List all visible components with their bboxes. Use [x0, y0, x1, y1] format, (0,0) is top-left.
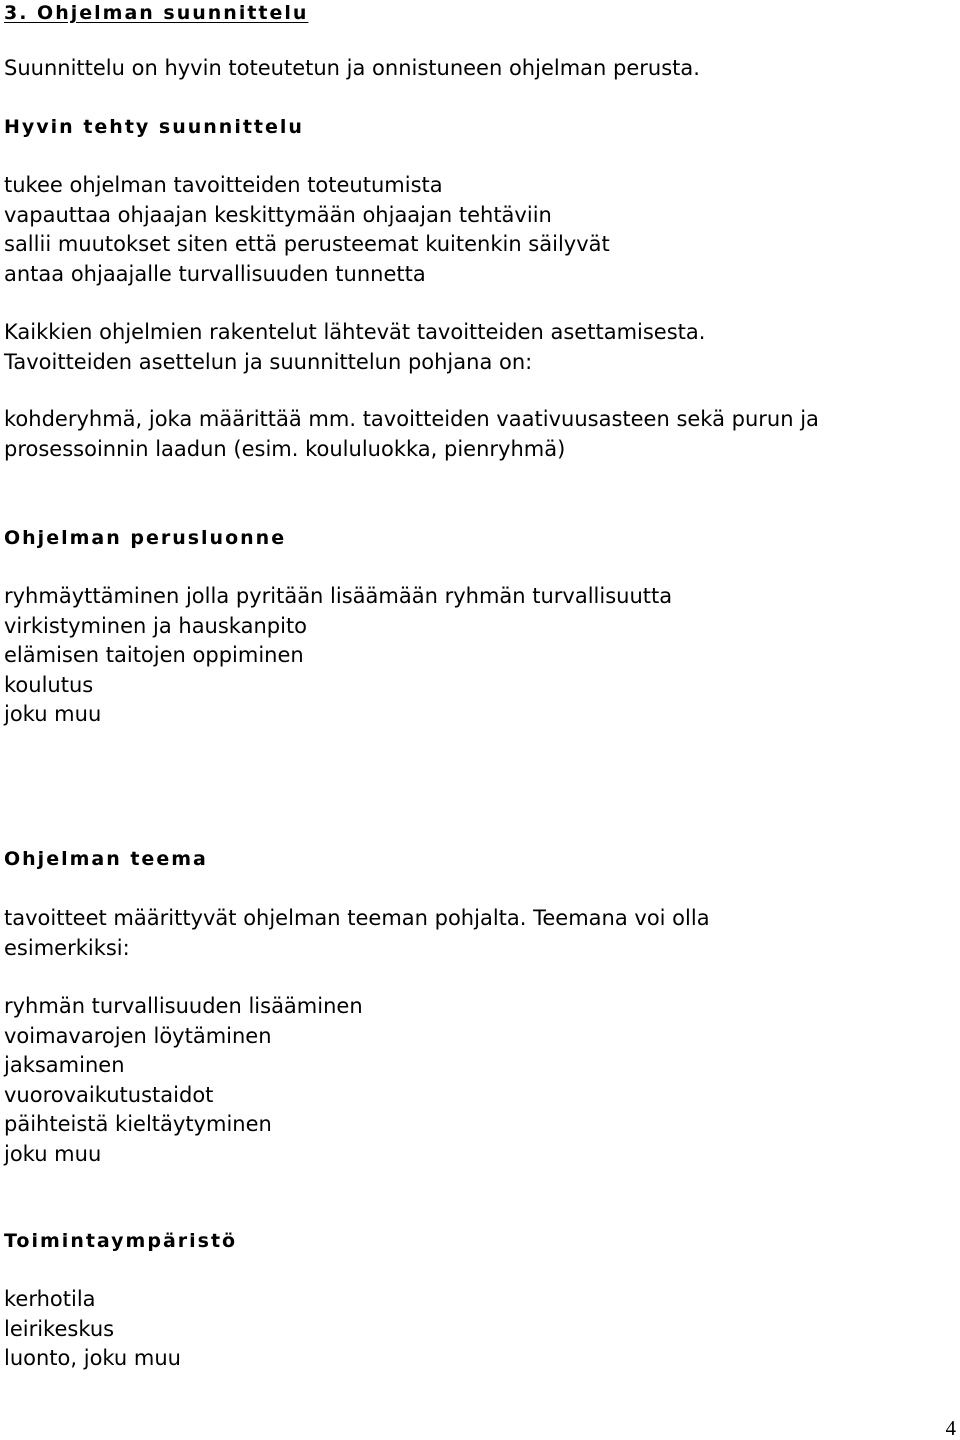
list-item: elämisen taitojen oppiminen [4, 643, 304, 667]
list-item: vuorovaikutustaidot [4, 1082, 214, 1107]
list-item: vapauttaa ohjaajan keskittymään ohjaajan tehtäviin [4, 202, 552, 227]
paragraph-line: esimerkiksi: [4, 935, 130, 960]
list-item: tukee ohjelman tavoitteiden toteutumista [4, 173, 443, 197]
theme-heading: Ohjelman teema [4, 848, 208, 870]
list-item: leirikeskus [4, 1316, 115, 1341]
paragraph-line: Tavoitteiden asettelun ja suunnittelun pohjana on: [4, 349, 533, 374]
good-planning-heading-block [4, 114, 954, 140]
intro-block [4, 54, 954, 84]
list-item: päihteistä kieltäytyminen [4, 1112, 272, 1136]
list-item: antaa ohjaajalle turvallisuuden tunnetta [4, 261, 426, 286]
good-planning-list [4, 171, 954, 289]
basic-nature-heading-block [4, 525, 954, 551]
list-item: joku muu [4, 1141, 102, 1166]
list-item: virkistyminen ja hauskanpito [4, 613, 308, 638]
section-title-block [4, 0, 954, 26]
list-item: sallii muutokset siten että perusteemat kuitenkin säilyvät [4, 232, 610, 256]
list-item: jaksaminen [4, 1053, 125, 1077]
paragraph-line: tavoitteet määrittyvät ohjelman teeman pohjalta. Teemana voi olla [4, 906, 710, 930]
basic-nature-heading: Ohjelman perusluonne [4, 527, 287, 549]
list-item: luonto, joku muu [4, 1346, 181, 1370]
basic-nature-list [4, 582, 954, 730]
target-group-paragraph [4, 405, 954, 464]
good-planning-heading: Hyvin tehty suunnittelu [4, 116, 304, 138]
list-item: ryhmäyttäminen jolla pyritään lisäämään ryhmän turvallisuutta [4, 584, 673, 608]
goals-paragraph [4, 318, 954, 377]
paragraph-line: kohderyhmä, joka määrittää mm. tavoitteiden vaativuusasteen sekä purun ja [4, 407, 819, 431]
page-number: 4 [945, 1416, 956, 1440]
theme-intro [4, 904, 954, 963]
environment-heading-block [4, 1228, 954, 1254]
environment-list [4, 1285, 954, 1374]
section-title: 3. Ohjelman suunnittelu [4, 2, 309, 24]
list-item: voimavarojen löytäminen [4, 1023, 272, 1048]
environment-heading: Toimintaympäristö [4, 1230, 238, 1252]
theme-heading-block [4, 846, 954, 872]
list-item: joku muu [4, 702, 102, 726]
paragraph-line: Kaikkien ohjelmien rakentelut lähtevät tavoitteiden asettamisesta. [4, 320, 706, 344]
intro-text: Suunnittelu on hyvin toteutetun ja onnistuneen ohjelman perusta. [4, 56, 700, 80]
list-item: kerhotila [4, 1287, 96, 1311]
list-item: koulutus [4, 672, 94, 697]
list-item: ryhmän turvallisuuden lisääminen [4, 994, 363, 1018]
theme-list [4, 992, 954, 1169]
paragraph-line: prosessoinnin laadun (esim. koululuokka, pienryhmä) [4, 436, 566, 461]
